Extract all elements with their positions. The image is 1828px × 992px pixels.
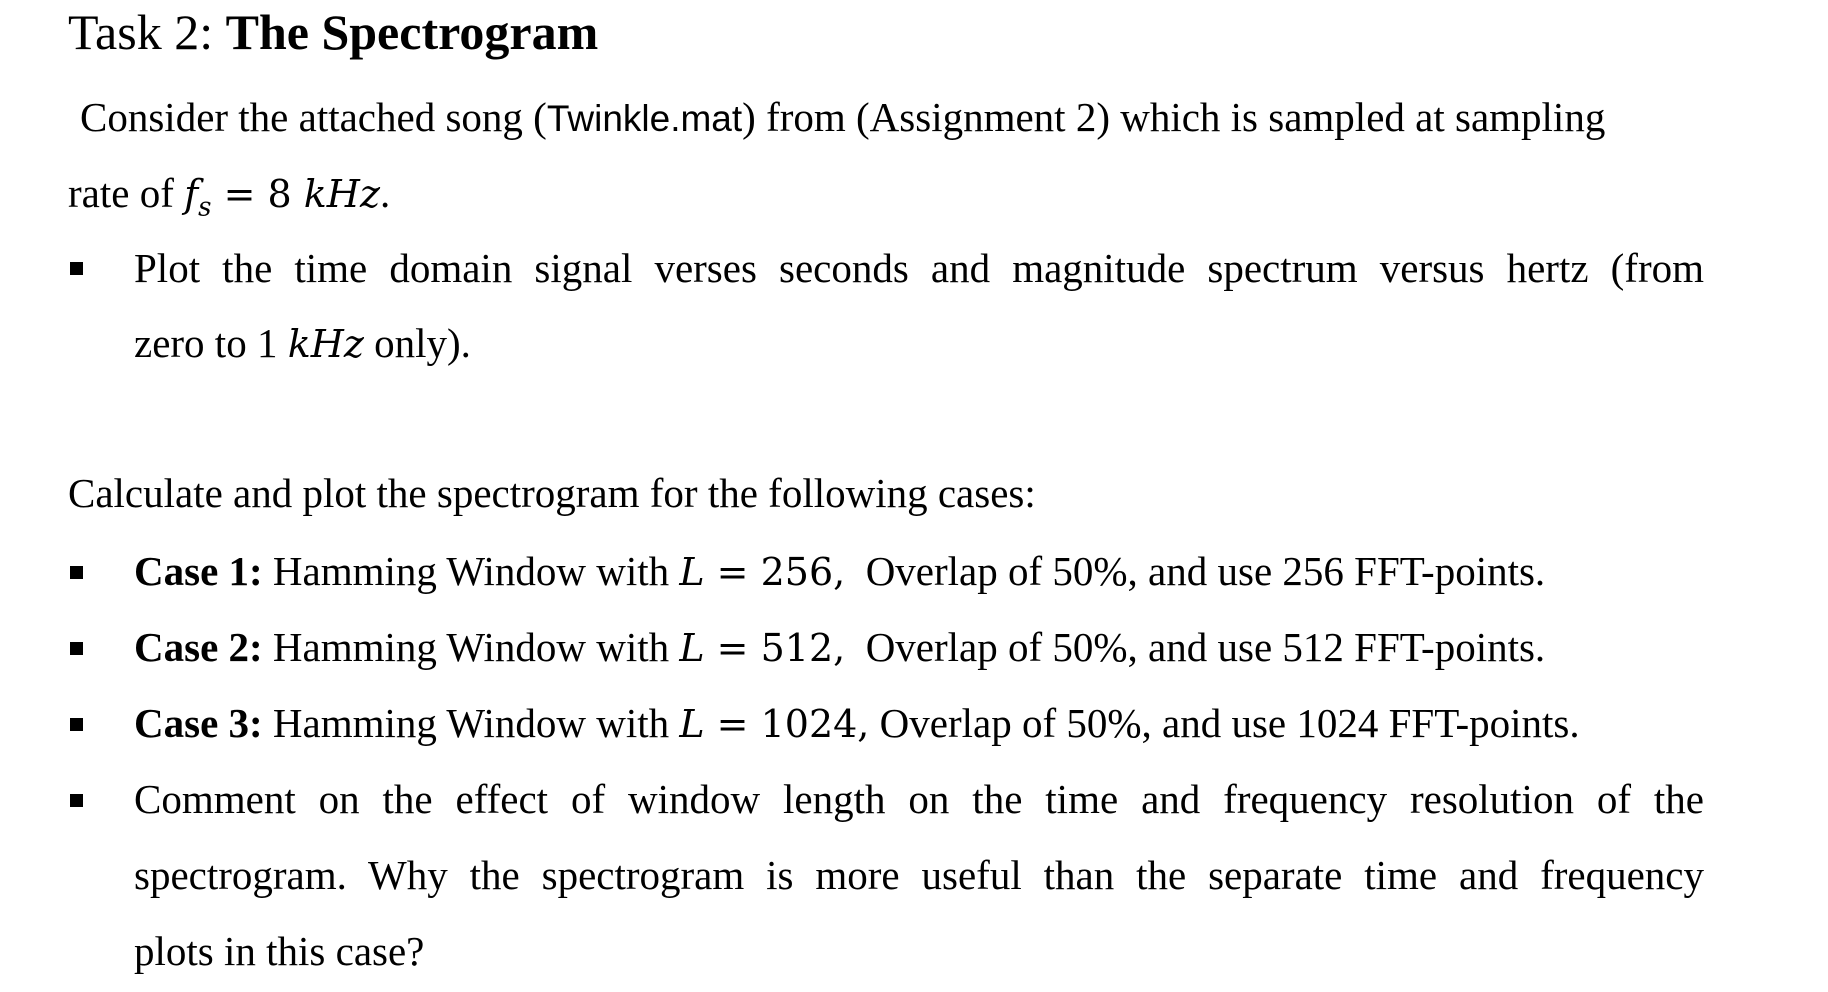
bullet1-text-2a: zero to 1 [134,320,288,366]
bullet-marker [70,566,83,579]
case-3-text-a: Hamming Window with [262,700,680,746]
case-1-label: Case 1: [134,548,263,594]
calc-heading-text: Calculate and plot the spectrogram for the following cases: [68,470,1036,516]
bullet-marker [70,794,83,807]
bullet1-line-2 [134,318,471,369]
case-3-line [134,698,1580,749]
case-2-text-a: Hamming Window with [262,624,680,670]
case-1-text-b: Overlap of 50%, and use 256 FFT-points. [845,548,1546,594]
task-title-bold: The Spectrogram [225,4,599,60]
comment-line-2 [134,850,1704,900]
intro-period: . [379,170,391,216]
bullet-marker [70,642,83,655]
case-2-eq: = 512, [704,626,846,670]
calc-heading [68,468,1036,518]
case-3-label: Case 3: [134,700,263,746]
comment-text-1: Comment on the effect of window length on the time and frequency resolution of the [134,776,1704,822]
intro-text-b: ) from (Assignment 2) which is sampled at sampling [742,94,1606,140]
fs-formula [184,172,380,223]
comment-line-3 [134,926,424,976]
case-2-L: L [679,626,705,670]
bullet1-unit: kHz [287,322,364,366]
case-3-text-b: Overlap of 50%, and use 1024 FFT-points. [869,700,1580,746]
bullet-marker [70,262,83,275]
intro-line-2 [68,168,390,233]
comment-line-1 [134,774,1704,824]
fs-equals: = 8 [211,172,304,216]
intro-rate-text: rate of [68,170,185,216]
bullet-marker [70,718,83,731]
bullet1-text-2b: only). [363,320,471,366]
task-title [68,2,598,62]
case-1-eq: = 256, [704,550,846,594]
case-2-label: Case 2: [134,624,263,670]
fs-subscript: s [198,192,212,223]
case-1-text-a: Hamming Window with [262,548,680,594]
case-3-L: L [679,702,705,746]
case-3-eq: = 1024, [704,702,870,746]
file-name: Twinkle.mat [546,98,743,139]
case-2-text-b: Overlap of 50%, and use 512 FFT-points. [845,624,1546,670]
intro-line-1 [80,92,1605,144]
bullet1-line-1 [134,243,1704,293]
comment-text-2: spectrogram. Why the spectrogram is more useful than the separate time and frequency [134,852,1704,898]
comment-text-3: plots in this case? [134,928,425,974]
case-1-L: L [679,550,705,594]
bullet1-text-1: Plot the time domain signal verses seconds and magnitude spectrum versus hertz (from [134,245,1704,291]
case-2-line [134,622,1545,673]
fs-unit: kHz [303,172,380,216]
fs-symbol: f [184,172,199,216]
case-1-line [134,546,1545,597]
intro-text-a: Consider the attached song ( [80,94,547,140]
task-title-prefix: Task 2: [68,4,226,60]
